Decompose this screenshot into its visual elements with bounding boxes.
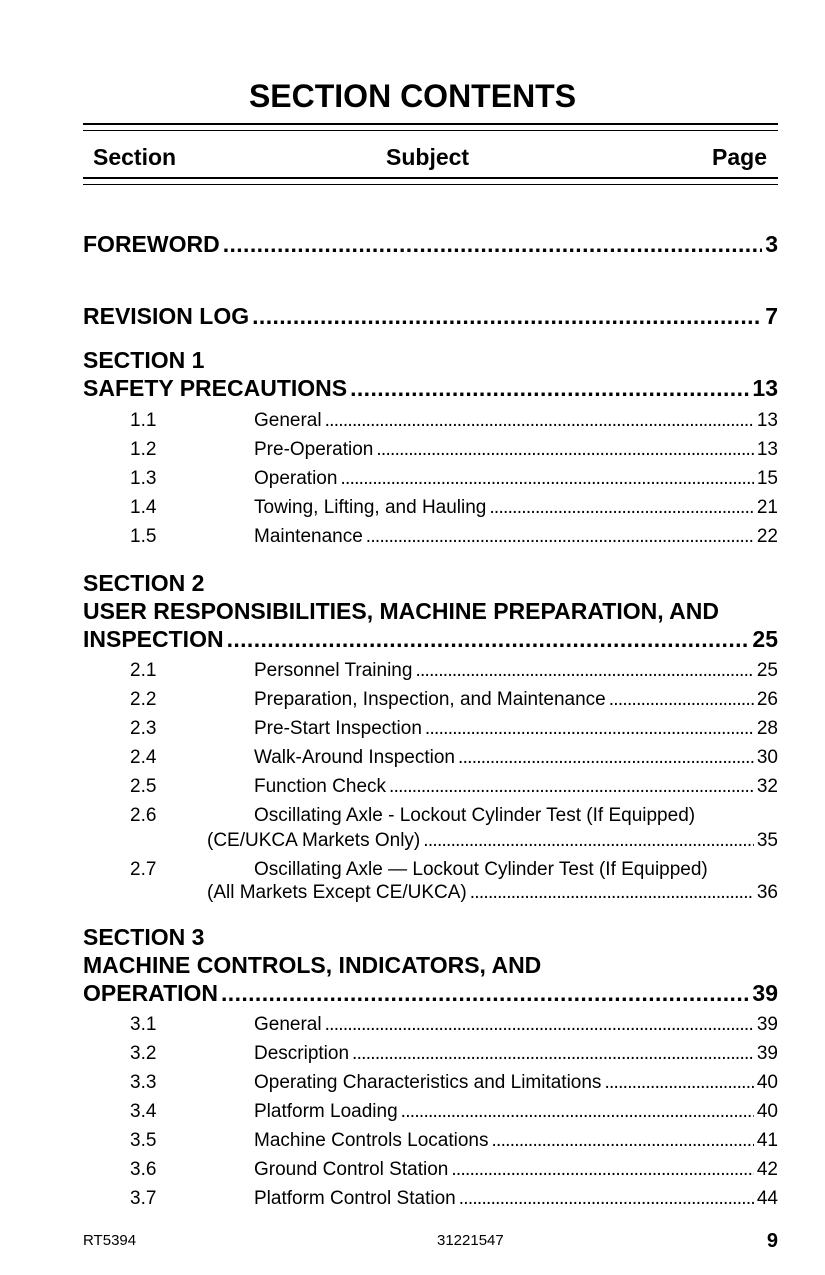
dot-leader bbox=[325, 406, 754, 435]
subentry-number: 3.1 bbox=[130, 1014, 157, 1035]
subentry-title: Personnel Training bbox=[254, 660, 413, 681]
subentry-title: Maintenance bbox=[254, 526, 363, 547]
subentry-number: 1.4 bbox=[130, 497, 157, 518]
page-title: SECTION CONTENTS bbox=[248, 78, 577, 114]
toc-subentry[interactable] bbox=[83, 714, 778, 743]
subentry-number: 2.5 bbox=[130, 776, 157, 797]
toc-subentry[interactable] bbox=[83, 743, 778, 772]
dot-leader bbox=[423, 830, 754, 852]
subentry-page: 13 bbox=[756, 410, 778, 431]
subentry-title: Operating Characteristics and Limitations bbox=[254, 1072, 602, 1093]
subentry-page: 42 bbox=[756, 1159, 778, 1180]
toc-section-1 bbox=[83, 346, 778, 551]
subentry-page: 15 bbox=[756, 468, 778, 489]
toc-section-2 bbox=[83, 569, 778, 904]
toc-subentry[interactable] bbox=[83, 685, 778, 714]
subentry-title: Oscillating Axle — Lockout Cylinder Test (If Equipped) bbox=[254, 859, 708, 880]
toc-subentry-continuation[interactable] bbox=[83, 882, 778, 904]
dot-leader bbox=[325, 1010, 754, 1039]
subentry-number: 3.2 bbox=[130, 1043, 157, 1064]
foreword-title: FOREWORD bbox=[83, 231, 220, 257]
subentry-title: Description bbox=[254, 1043, 350, 1064]
dot-leader bbox=[401, 1097, 754, 1126]
dot-leader bbox=[340, 464, 753, 493]
dot-leader bbox=[376, 435, 754, 464]
toc-subentry[interactable] bbox=[83, 1126, 778, 1155]
subentry-number: 3.3 bbox=[130, 1072, 157, 1093]
subentry-title-cont: (CE/UKCA Markets Only) bbox=[207, 830, 421, 851]
subentry-title-cont: (All Markets Except CE/UKCA) bbox=[207, 882, 467, 903]
toc-subentry-continuation[interactable] bbox=[83, 830, 778, 852]
subentry-page: 39 bbox=[756, 1014, 778, 1035]
subentry-page: 13 bbox=[756, 439, 778, 460]
section-title-line[interactable] bbox=[83, 979, 778, 1007]
section-title: INSPECTION bbox=[83, 626, 224, 652]
toc-subentry[interactable] bbox=[83, 522, 778, 551]
toc-subentry[interactable] bbox=[83, 772, 778, 801]
foreword-page: 3 bbox=[765, 231, 778, 257]
section-title-line[interactable] bbox=[83, 374, 778, 402]
subentry-page: 26 bbox=[756, 689, 778, 710]
subentry-title: Ground Control Station bbox=[254, 1159, 449, 1180]
subentry-title: Towing, Lifting, and Hauling bbox=[254, 497, 487, 518]
subentry-title: General bbox=[254, 410, 322, 431]
subentry-title: Platform Loading bbox=[254, 1101, 398, 1122]
revision-log-page: 7 bbox=[765, 303, 778, 329]
toc-section-3 bbox=[83, 923, 778, 1213]
subentry-title: Oscillating Axle - Lockout Cylinder Test (If Equipped) bbox=[254, 805, 696, 826]
subentry-page: 21 bbox=[756, 497, 778, 518]
toc-subentry[interactable] bbox=[83, 1184, 778, 1213]
subentry-title: Walk-Around Inspection bbox=[254, 747, 456, 768]
dot-leader bbox=[415, 656, 753, 685]
subentry-title: Function Check bbox=[254, 776, 387, 797]
subentry-page: 36 bbox=[756, 882, 778, 903]
dot-leader bbox=[451, 1155, 754, 1184]
section-title-line-1: MACHINE CONTROLS, INDICATORS, AND bbox=[83, 952, 542, 978]
subentry-number: 3.4 bbox=[130, 1101, 157, 1122]
revision-log-title: REVISION LOG bbox=[83, 303, 250, 329]
dot-leader bbox=[470, 882, 754, 904]
section-heading: SECTION 3 bbox=[83, 924, 205, 950]
dot-leader bbox=[425, 714, 754, 743]
section-heading: SECTION 1 bbox=[83, 347, 205, 373]
subentry-number: 2.7 bbox=[130, 859, 157, 880]
dot-leader bbox=[227, 625, 750, 653]
footer-page-number: 9 bbox=[766, 1230, 778, 1252]
header-bottom-rule bbox=[83, 177, 778, 185]
toc-entry-revision-log[interactable] bbox=[83, 302, 778, 330]
toc-subentry[interactable] bbox=[83, 852, 778, 882]
toc-subentry[interactable] bbox=[83, 406, 778, 435]
subentry-number: 1.3 bbox=[130, 468, 157, 489]
subentry-page: 39 bbox=[756, 1043, 778, 1064]
dot-leader bbox=[491, 1126, 753, 1155]
toc-subentry[interactable] bbox=[83, 1010, 778, 1039]
subentry-number: 2.6 bbox=[130, 805, 157, 826]
subentry-number: 3.5 bbox=[130, 1130, 157, 1151]
subentry-page: 30 bbox=[756, 747, 778, 768]
section-title: SAFETY PRECAUTIONS bbox=[83, 375, 348, 401]
dot-leader bbox=[221, 979, 749, 1007]
subentry-page: 44 bbox=[756, 1188, 778, 1209]
section-page: 25 bbox=[752, 626, 778, 652]
subentry-page: 35 bbox=[756, 830, 778, 851]
toc-subentry[interactable] bbox=[83, 493, 778, 522]
subentry-title: General bbox=[254, 1014, 322, 1035]
dot-leader bbox=[350, 374, 749, 402]
column-header-subject: Subject bbox=[386, 144, 470, 170]
subentry-page: 22 bbox=[756, 526, 778, 547]
toc-subentry[interactable] bbox=[83, 656, 778, 685]
section-page: 13 bbox=[752, 375, 778, 401]
section-title-line-1: USER RESPONSIBILITIES, MACHINE PREPARATION, AND bbox=[83, 598, 719, 624]
subentry-title: Machine Controls Locations bbox=[254, 1130, 489, 1151]
column-header-section: Section bbox=[93, 144, 177, 170]
subentry-number: 3.7 bbox=[130, 1188, 157, 1209]
section-heading: SECTION 2 bbox=[83, 570, 205, 596]
subentry-number: 1.1 bbox=[130, 410, 157, 431]
subentry-title: Platform Control Station bbox=[254, 1188, 456, 1209]
dot-leader bbox=[604, 1068, 753, 1097]
subentry-title: Pre-Start Inspection bbox=[254, 718, 422, 739]
subentry-number: 2.4 bbox=[130, 747, 157, 768]
toc-subentry[interactable] bbox=[83, 1068, 778, 1097]
dot-leader bbox=[389, 772, 754, 801]
dot-leader bbox=[366, 522, 754, 551]
subentry-title: Preparation, Inspection, and Maintenance bbox=[254, 689, 606, 710]
header-top-rule bbox=[83, 123, 778, 131]
subentry-page: 41 bbox=[756, 1130, 778, 1151]
toc-subentry[interactable] bbox=[83, 464, 778, 493]
toc-entry-foreword[interactable] bbox=[83, 230, 778, 258]
footer-part-number: 31221547 bbox=[437, 1232, 504, 1249]
dot-leader bbox=[489, 493, 753, 522]
subentry-page: 40 bbox=[756, 1101, 778, 1122]
subentry-page: 40 bbox=[756, 1072, 778, 1093]
section-page: 39 bbox=[752, 980, 778, 1006]
dot-leader bbox=[352, 1039, 754, 1068]
dot-leader bbox=[223, 230, 762, 258]
subentry-number: 2.3 bbox=[130, 718, 157, 739]
subentry-number: 1.2 bbox=[130, 439, 157, 460]
section-title-line[interactable] bbox=[83, 625, 778, 653]
toc-subentry[interactable] bbox=[83, 801, 778, 830]
subentry-page: 25 bbox=[756, 660, 778, 681]
subentry-page: 28 bbox=[756, 718, 778, 739]
toc-subentry[interactable] bbox=[83, 435, 778, 464]
subentry-number: 2.1 bbox=[130, 660, 157, 681]
toc-subentry[interactable] bbox=[83, 1097, 778, 1126]
section-title: OPERATION bbox=[83, 980, 219, 1006]
dot-leader bbox=[459, 1184, 754, 1213]
subentry-number: 3.6 bbox=[130, 1159, 157, 1180]
dot-leader bbox=[458, 743, 754, 772]
dot-leader bbox=[252, 302, 762, 330]
subentry-title: Pre-Operation bbox=[254, 439, 374, 460]
toc-subentry[interactable] bbox=[83, 1155, 778, 1184]
subentry-page: 32 bbox=[756, 776, 778, 797]
subentry-title: Operation bbox=[254, 468, 338, 489]
footer-document-code: RT5394 bbox=[83, 1232, 137, 1249]
dot-leader bbox=[609, 685, 754, 714]
subentry-number: 1.5 bbox=[130, 526, 157, 547]
subentry-number: 2.2 bbox=[130, 689, 157, 710]
toc-subentry[interactable] bbox=[83, 1039, 778, 1068]
column-header-page: Page bbox=[712, 144, 767, 170]
